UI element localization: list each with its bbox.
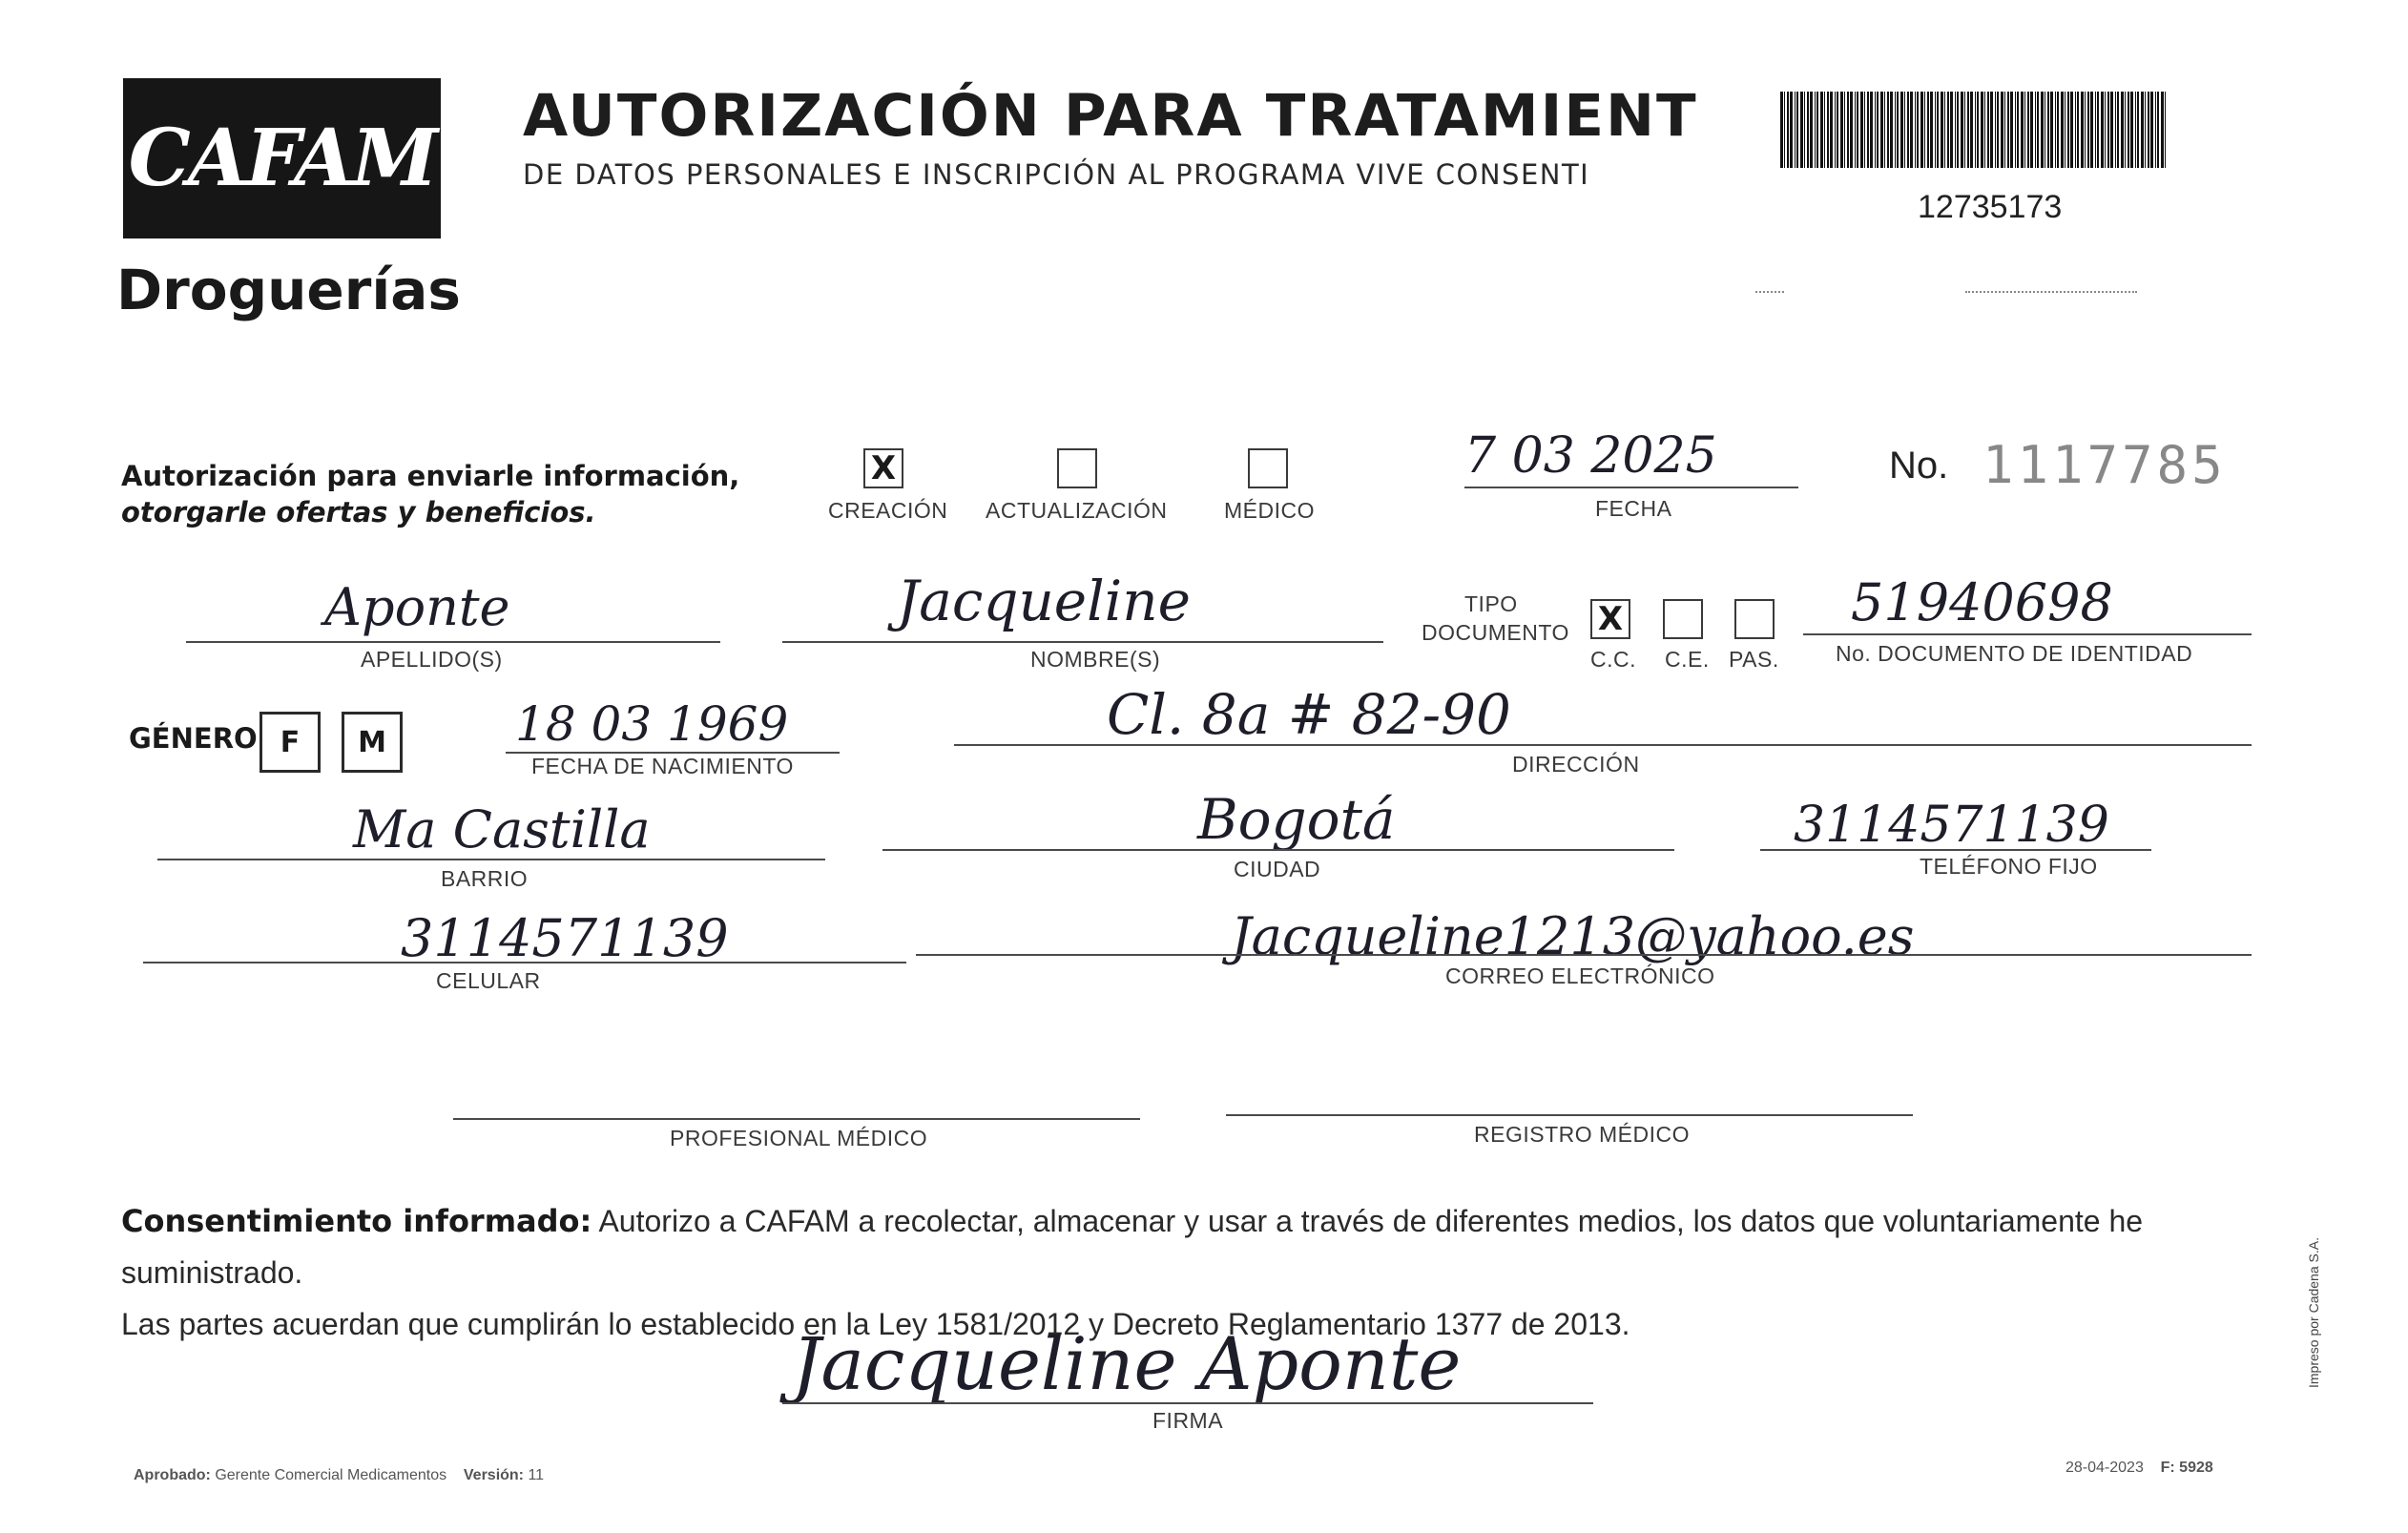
logo-subtitle: Droguerías [116,258,461,322]
intro-line-1: Autorización para enviarle información, [121,460,740,492]
barcode-bar [1787,92,1789,168]
barcode-bar [1810,92,1813,168]
barcode-bar [1796,92,1798,168]
barcode-bar [2085,92,2086,168]
barcode-bar [2004,92,2005,168]
barcode-bar [2010,92,2013,168]
barcode-bar [1875,92,1876,168]
intro-line-2: otorgarle ofertas y beneficios. [121,496,596,528]
version-value: 11 [528,1467,545,1483]
barcode-bar [2121,92,2124,168]
barcode-bar [1997,92,1999,168]
barcode-bar [1897,92,1899,168]
cc-label: C.C. [1590,647,1636,672]
barcode-bar [2090,92,2093,168]
barcode-bar [2001,92,2003,168]
ce-checkbox[interactable] [1663,599,1703,639]
barcode-bar [2150,92,2153,168]
creacion-checkbox[interactable]: X [863,448,903,488]
barcode-bar [2035,92,2036,168]
barcode-bar [1917,92,1919,168]
barcode-bar [2070,92,2073,168]
barcode-bar [1795,92,1796,168]
correo-value: Jacqueline1213@yahoo.es [1231,906,1915,966]
registro-label: REGISTRO MÉDICO [1474,1122,1691,1147]
fecha-nacimiento-label: FECHA DE NACIMIENTO [531,754,794,778]
barcode-bar [1967,92,1969,168]
barcode-bar [1900,92,1903,168]
registro-line [1226,1114,1913,1116]
barcode-bar [1977,92,1979,168]
barcode-bar [2037,92,2039,168]
profesional-line [453,1118,1140,1120]
pas-label: PAS. [1729,647,1779,672]
numero-documento-label: No. DOCUMENTO DE IDENTIDAD [1836,641,2193,666]
barcode-bar [1855,92,1856,168]
correo-line [916,954,2252,956]
cc-checkbox[interactable]: X [1590,599,1630,639]
barcode-bar [1824,92,1825,168]
barcode-bar [1944,92,1945,168]
barcode [1780,92,2166,168]
ciudad-label: CIUDAD [1234,857,1321,881]
intro-label [121,458,739,530]
barcode-bar [1867,92,1869,168]
barrio-line [157,859,825,860]
barcode-bar [1975,92,1976,168]
barcode-bar [1880,92,1883,168]
barcode-bar [2041,92,2044,168]
nombres-value: Jacqueline [897,569,1191,633]
barcode-bar [2148,92,2149,168]
barcode-bar [2030,92,2033,168]
cafam-logo [123,78,441,238]
barcode-bar [1887,92,1889,168]
barcode-bar [2125,92,2126,168]
barcode-bar [2107,92,2109,168]
barcode-bar [1784,92,1785,168]
barcode-bar [1957,92,1959,168]
barcode-bar [2057,92,2059,168]
barcode-bar [2137,92,2139,168]
barcode-bar [1884,92,1885,168]
consent-text-2: Las partes acuerdan que cumplirán lo establecido en la Ley 1581/2012 y Decreto Reglamentario 1377 de 2013. [121,1307,1630,1341]
barcode-bar [1815,92,1816,168]
actualizacion-label: ACTUALIZACIÓN [986,498,1168,523]
form-no-label: No. [1889,445,1949,487]
header-divider [1755,291,1784,293]
pas-checkbox[interactable] [1734,599,1775,639]
fecha-line [1464,487,1798,488]
celular-value: 3114571139 [401,908,729,968]
barcode-bar [2024,92,2025,168]
barcode-bar [2141,92,2144,168]
correo-label: CORREO ELECTRÓNICO [1445,963,1715,988]
barcode-bar [1924,92,1925,168]
barcode-bar [2117,92,2119,168]
direccion-label: DIRECCIÓN [1512,752,1640,777]
barcode-bar [2067,92,2069,168]
fecha-value: 7 03 2025 [1464,427,1717,485]
barcode-bar [1804,92,1805,168]
celular-label: CELULAR [436,968,541,993]
barcode-bar [1915,92,1916,168]
barcode-bar [1987,92,1989,168]
barcode-bar [2145,92,2146,168]
apellidos-value: Aponte [324,577,510,637]
actualizacion-checkbox[interactable] [1057,448,1097,488]
footer-form-code: F: 5928 [2160,1460,2213,1476]
barcode-bar [1835,92,1836,168]
celular-line [143,962,906,963]
barcode-bar [2077,92,2079,168]
signature-line [782,1402,1593,1404]
nombres-label: NOMBRE(S) [1030,647,1161,672]
barcode-bar [2027,92,2029,168]
barcode-bar [2135,92,2136,168]
barcode-bar [1857,92,1858,168]
barcode-bar [1964,92,1965,168]
barcode-number: 12735173 [1918,189,2063,225]
barcode-bar [1920,92,1923,168]
side-print-text [2299,1192,2328,1393]
direccion-value: Cl. 8a # 82-90 [1107,682,1511,747]
barcode-bar [1844,92,1845,168]
genero-m-checkbox[interactable]: M [342,712,403,773]
barcode-bar [2015,92,2016,168]
barcode-bar [1860,92,1863,168]
barcode-bar [1950,92,1953,168]
barcode-bar [1800,92,1803,168]
tipo-documento-label-1: TIPO [1464,591,1518,616]
barcode-bar [1927,92,1929,168]
barcode-bar [2007,92,2009,168]
version-label: Versión: [463,1467,525,1483]
barcode-bar [1935,92,1936,168]
barcode-bar [2061,92,2064,168]
nombres-line [782,641,1383,643]
aprobado-label: Aprobado: [134,1467,211,1483]
barcode-bar [2130,92,2133,168]
logo-text: CAFAM [128,113,436,204]
barrio-label: BARRIO [441,866,529,891]
barcode-bar [2095,92,2096,168]
barcode-bar [2050,92,2053,168]
barcode-bar [1830,92,1833,168]
barcode-bar [2155,92,2156,168]
ciudad-line [882,849,1674,851]
barcode-bar [1947,92,1949,168]
barcode-bar [1961,92,1963,168]
ciudad-value: Bogotá [1197,787,1396,852]
barcode-bar [1984,92,1985,168]
barcode-bar [2101,92,2104,168]
footer-date: 28-04-2023 [2065,1460,2144,1476]
svg-text:Impreso por Cadena S.A.: Impreso por Cadena S.A. [2306,1237,2321,1388]
barcode-bar [2081,92,2084,168]
barcode-bar [2128,92,2129,168]
barcode-bar [1995,92,1996,168]
tipo-documento-label-2: DOCUMENTO [1422,620,1569,645]
form-no-value: 1117785 [1982,435,2227,495]
creacion-label: CREACIÓN [828,498,948,523]
barcode-bar [1827,92,1829,168]
barcode-bar [1837,92,1838,168]
signature-value: Jacqueline Aponte [792,1321,1462,1406]
barcode-bar [1937,92,1939,168]
barcode-bar [1840,92,1843,168]
barcode-bar [2097,92,2099,168]
consent-text-1: Autorizo a CAFAM a recolectar, almacenar y usar a través de diferentes medios, los datos que voluntariamente he suministrado. [121,1204,2144,1290]
barcode-bar [1907,92,1909,168]
barrio-value: Ma Castilla [353,799,651,860]
barcode-bar [2115,92,2116,168]
barcode-bar [1904,92,1905,168]
document-title: AUTORIZACIÓN PARA TRATAMIENT [523,82,1698,150]
barcode-bar [1910,92,1913,168]
barcode-bar [2157,92,2159,168]
fecha-nacimiento-value: 18 03 1969 [515,696,789,752]
barcode-bar [2087,92,2089,168]
genero-label: GÉNERO [129,722,258,755]
telefono-label: TELÉFONO FIJO [1920,854,2098,879]
signature-label: FIRMA [1152,1408,1224,1433]
barcode-bar [2165,92,2166,168]
barcode-bar [1820,92,1823,168]
consent-heading: Consentimiento informado: [121,1203,592,1239]
barcode-bar [1807,92,1809,168]
fecha-label: FECHA [1595,496,1672,521]
barcode-bar [1955,92,1956,168]
barcode-bar [2110,92,2113,168]
genero-f-checkbox[interactable]: F [259,712,321,773]
document-subtitle: DE DATOS PERSONALES E INSCRIPCIÓN AL PROGRAMA VIVE CONSENTI [523,158,1590,191]
barcode-bar [1930,92,1933,168]
barcode-bar [1990,92,1993,168]
barcode-bar [1850,92,1853,168]
barcode-bar [2075,92,2076,168]
apellidos-label: APELLIDO(S) [361,647,503,672]
barcode-bar [2017,92,2019,168]
barcode-bar [1864,92,1865,168]
direccion-line [954,744,2252,746]
footer-approval [134,1467,544,1484]
barcode-bar [1870,92,1873,168]
barcode-bar [2047,92,2049,168]
aprobado-value: Gerente Comercial Medicamentos [215,1467,447,1483]
barcode-bar [1877,92,1879,168]
barcode-bar [1847,92,1849,168]
barcode-bar [1895,92,1896,168]
numero-documento-line [1803,633,2252,635]
ce-label: C.E. [1665,647,1710,672]
profesional-label: PROFESIONAL MÉDICO [670,1126,928,1150]
barcode-bar [2161,92,2164,168]
barcode-bar [2055,92,2056,168]
barcode-bar [1780,92,1783,168]
footer-code [2065,1460,2213,1477]
medico-label: MÉDICO [1224,498,1315,523]
barcode-bar [1981,92,1983,168]
telefono-line [1760,849,2151,851]
barcode-bar [1790,92,1793,168]
barcode-bar [2105,92,2106,168]
telefono-value: 3114571139 [1794,797,2109,854]
barcode-bar [1816,92,1818,168]
header-divider [1965,291,2137,293]
barcode-bar [1970,92,1973,168]
barcode-bar [2021,92,2024,168]
apellidos-line [186,641,720,643]
numero-documento-value: 51940698 [1851,572,2113,632]
medico-checkbox[interactable] [1248,448,1288,488]
barcode-bar [1890,92,1893,168]
barcode-bar [1941,92,1943,168]
